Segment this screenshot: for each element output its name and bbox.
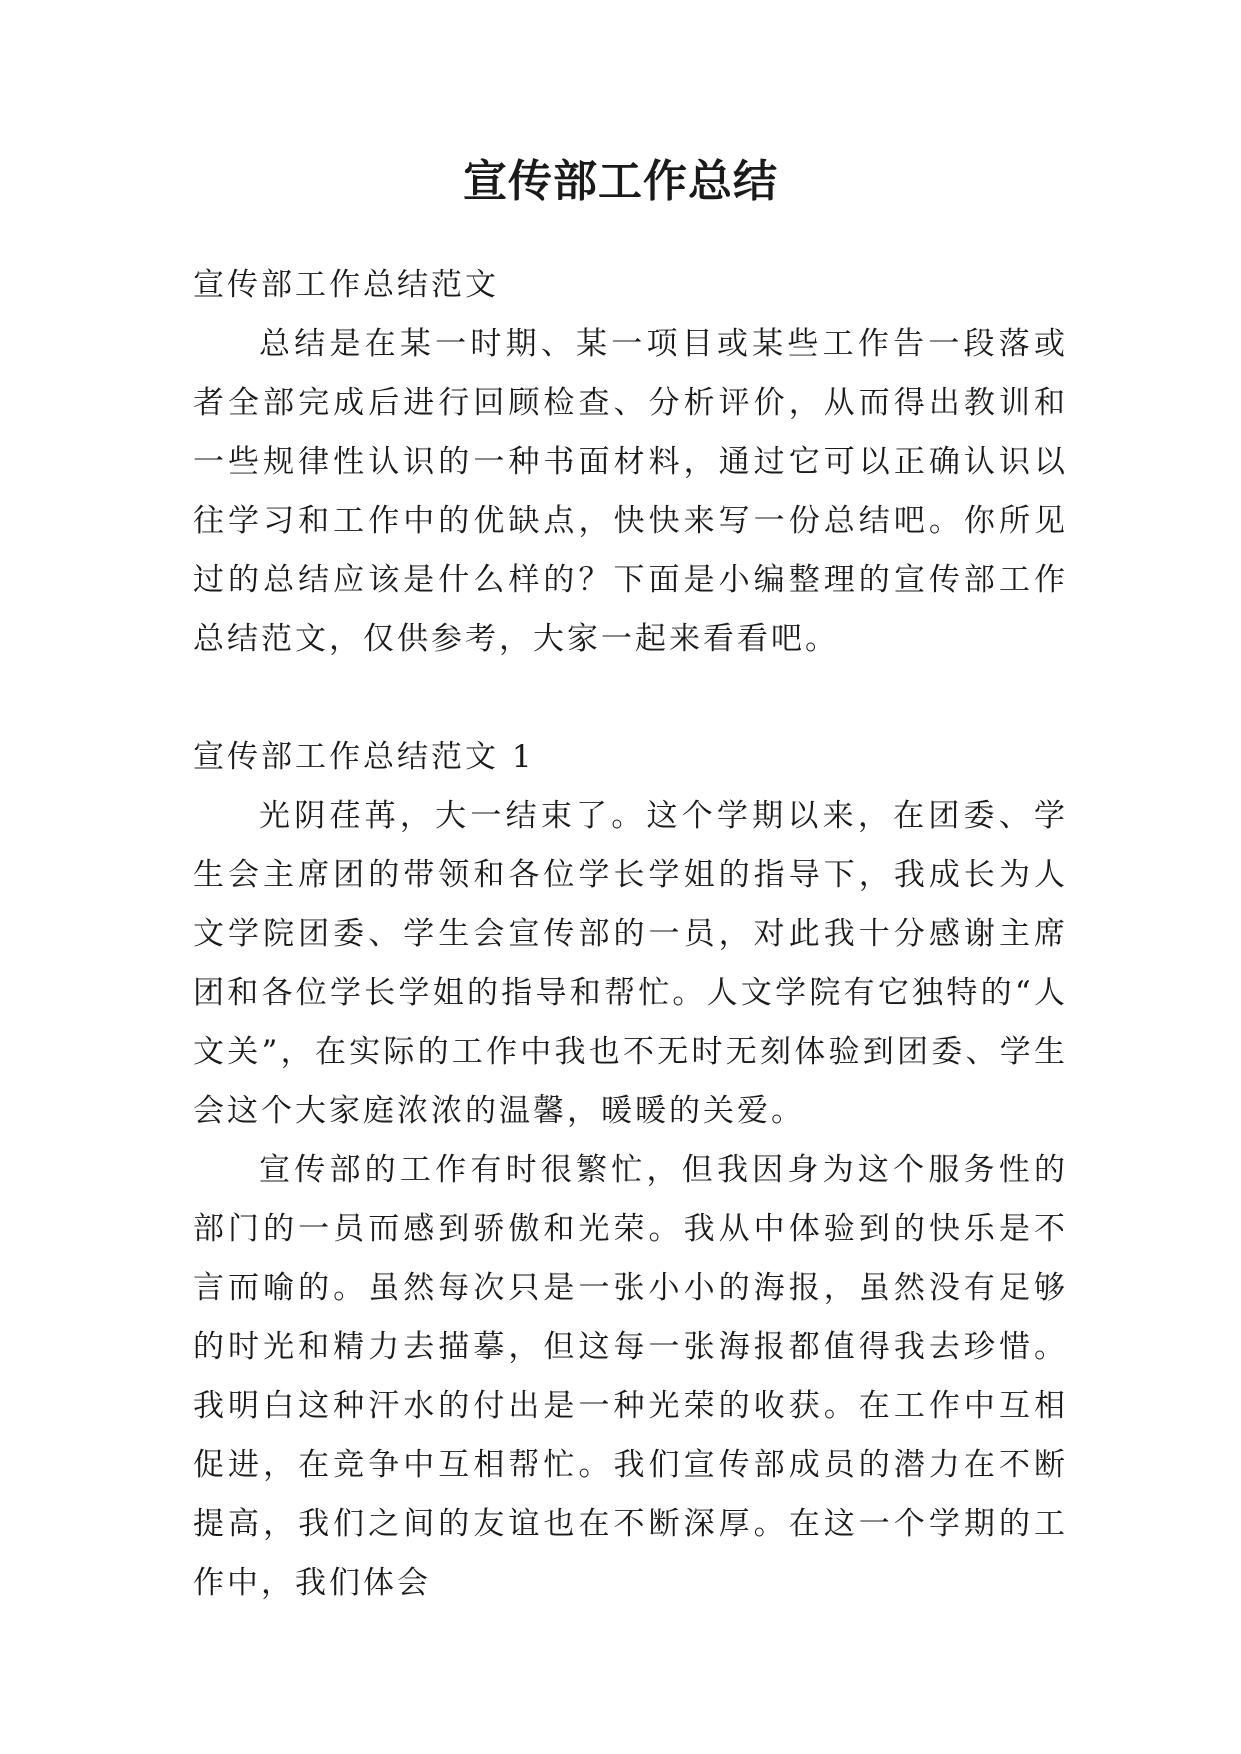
section-spacer bbox=[193, 669, 1068, 728]
section-heading: 宣传部工作总结范文 1 bbox=[193, 739, 535, 775]
intro-paragraph: 总结是在某一时期、某一项目或某些工作告一段落或者全部完成后进行回顾检查、分析评价，从而得出教训和一些规律性认识的一种书面材料，通过它可以正确认识以往学习和工作中的优缺点，快快来写一份总结吧。你所见过的总结应该是什么样的？下面是小编整理的宣传部工作总结范文，仅供参考，大家一起来看看吧。 bbox=[193, 326, 1068, 657]
section-heading: 宣传部工作总结范文 bbox=[193, 267, 499, 303]
document-body bbox=[193, 256, 1068, 1613]
body-paragraph: 宣传部的工作有时很繁忙，但我因身为这个服务性的部门的一员而感到骄傲和光荣。我从中体验到的快乐是不言而喻的。虽然每次只是一张小小的海报，虽然没有足够的时光和精力去描摹，但这每一张海报都值得我去珍惜。我明白这种汗水的付出是一种光荣的收获。在工作中互相促进，在竞争中互相帮忙。我们宣传部成员的潜力在不断提高，我们之间的友谊也在不断深厚。在这一个学期的工作中，我们体会 bbox=[193, 1152, 1068, 1601]
body-paragraph: 光阴荏苒，大一结束了。这个学期以来，在团委、学生会主席团的带领和各位学长学姐的指导下，我成长为人文学院团委、学生会宣传部的一员，对此我十分感谢主席团和各位学长学姐的指导和帮忙。人文学院有它独特的“人文关”，在实际的工作中我也不无时无刻体验到团委、学生会这个大家庭浓浓的温馨，暖暖的关爱。 bbox=[193, 798, 1068, 1129]
document-title: 宣传部工作总结 bbox=[463, 156, 778, 207]
